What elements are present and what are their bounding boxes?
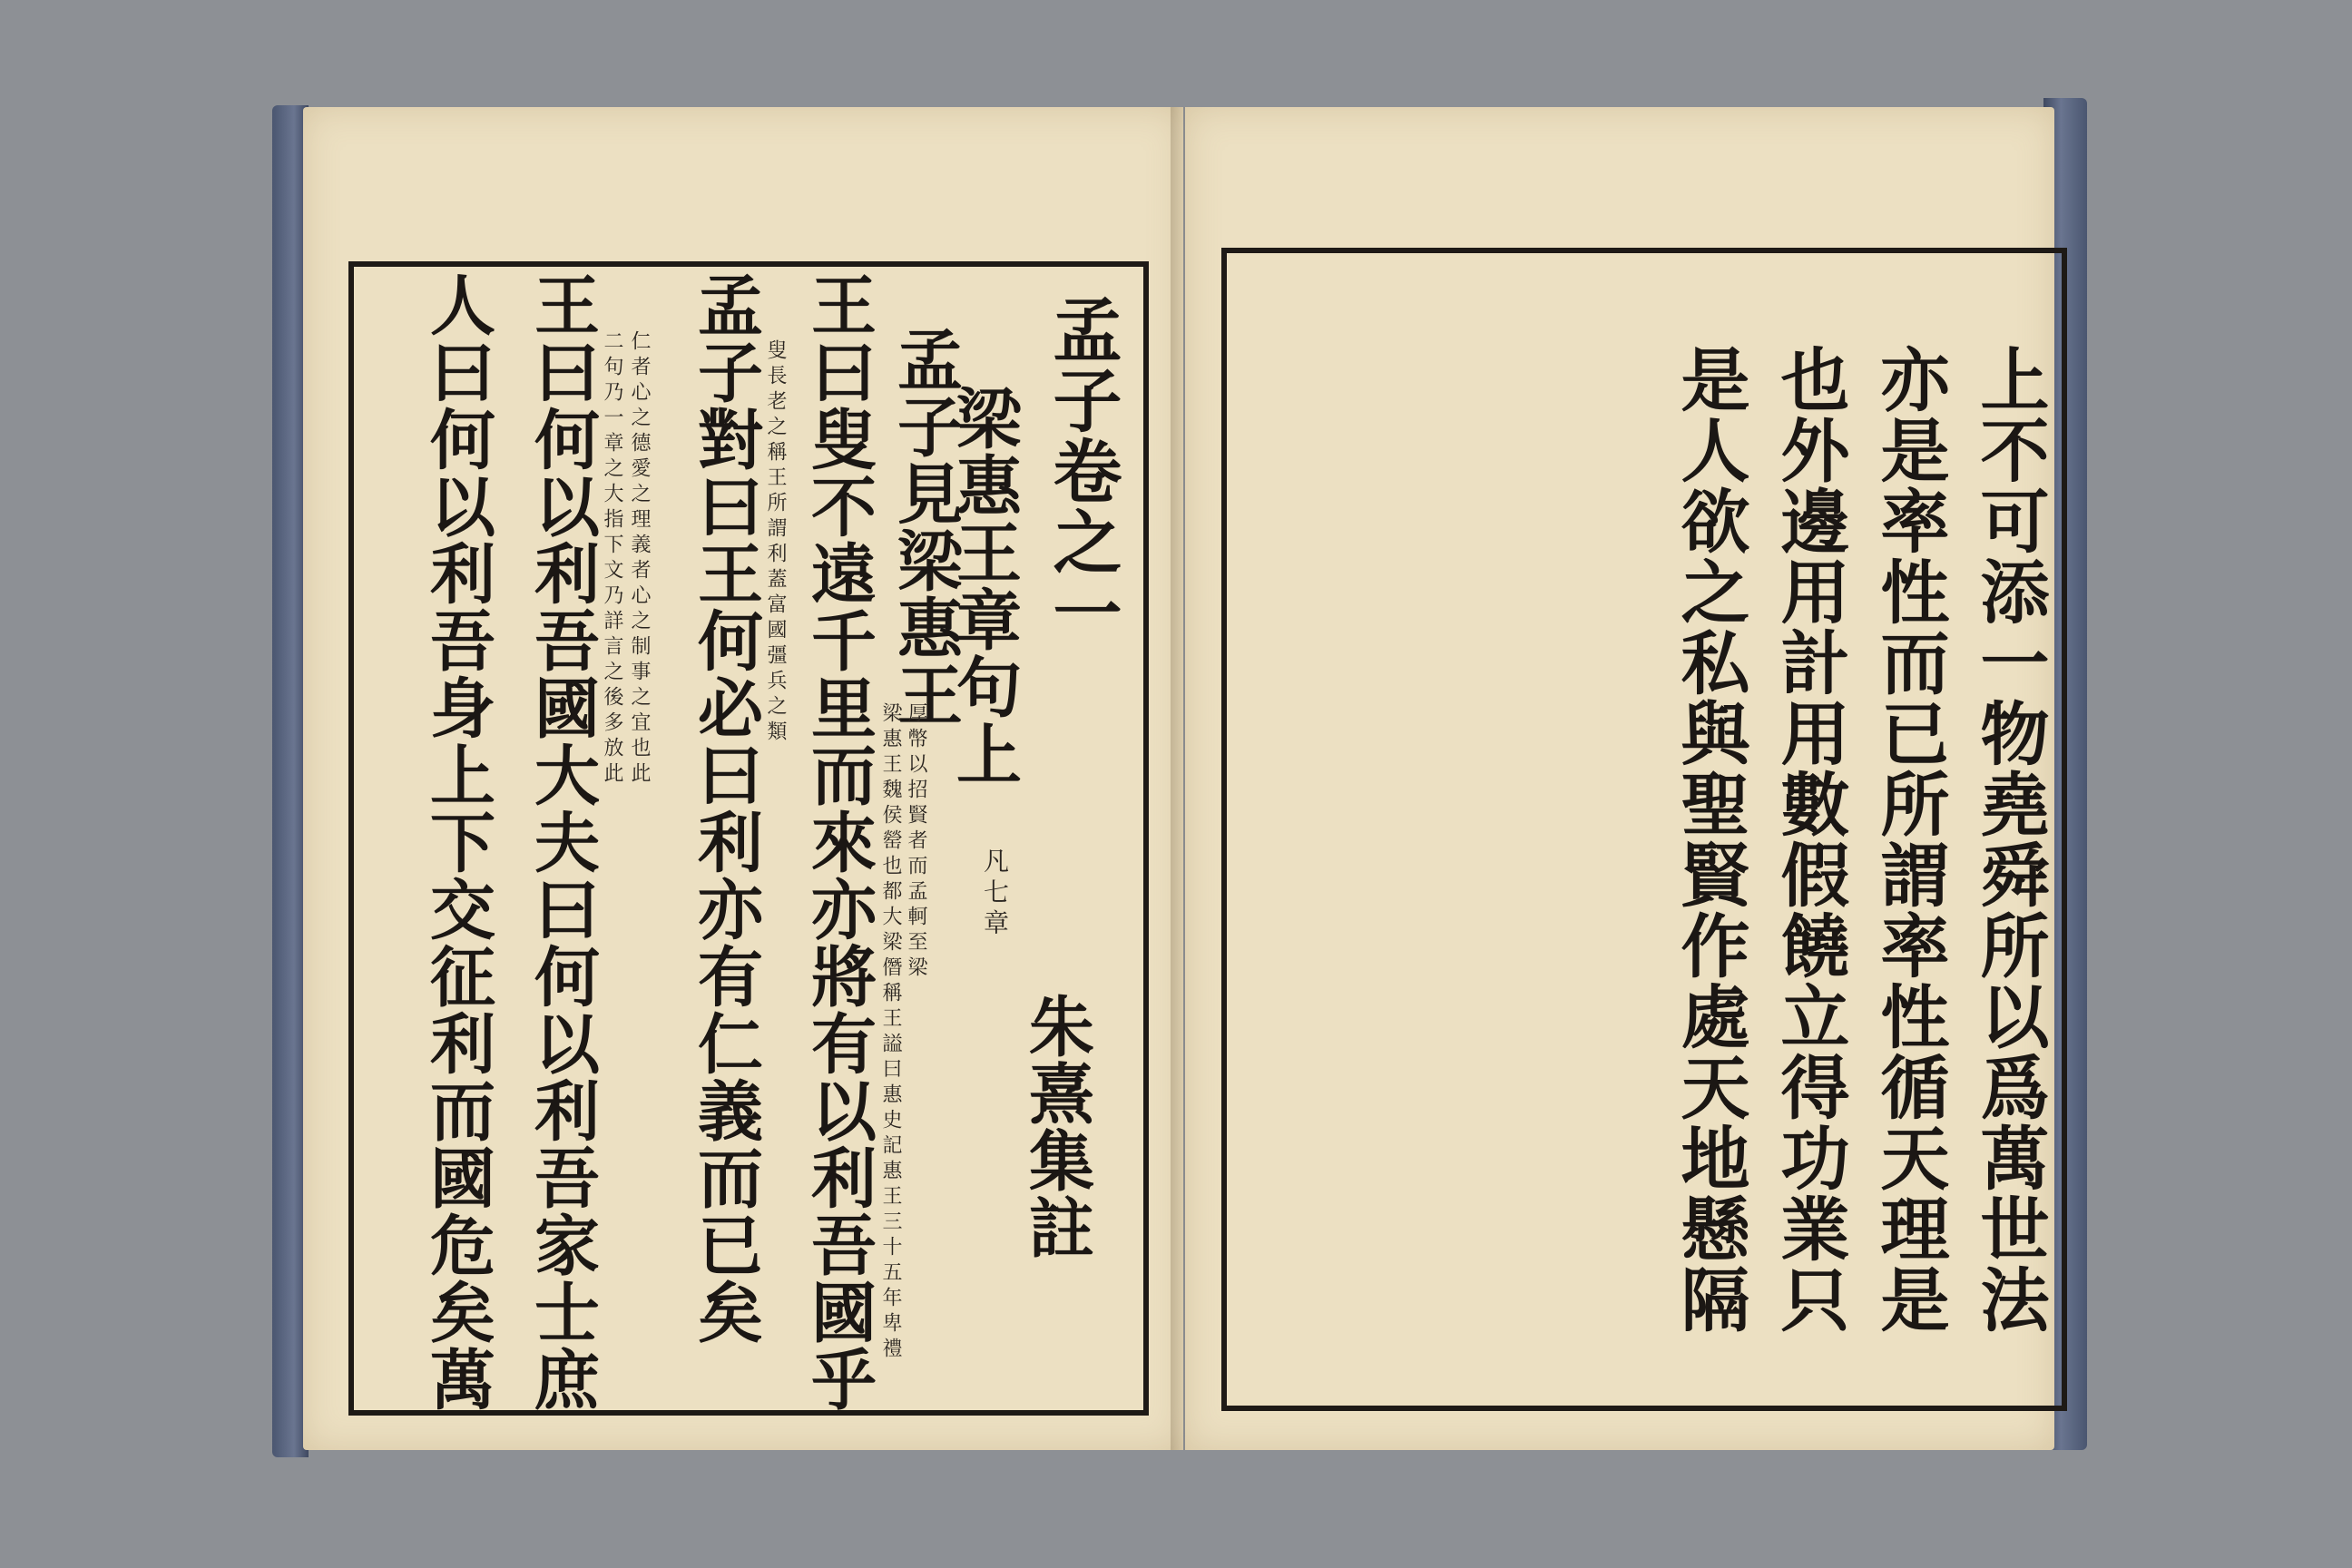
text-column-2: 王曰叟不遠千里而來亦將有以利吾國乎	[800, 271, 877, 1413]
right-text-column-2: 亦是率性而已所謂率性循天理是	[1869, 344, 1950, 1335]
text-column-1: 孟子見梁惠王	[887, 326, 964, 729]
right-text-column-1: 上不可添一物堯舜所以爲萬世法	[1969, 344, 2050, 1335]
author-credit: 朱熹集註	[1018, 993, 1095, 1261]
text-column-3: 孟子對曰王何必曰利亦有仁義而已矣	[687, 271, 764, 1346]
text-column-4: 王曰何以利吾國大夫曰何以利吾家士庶	[524, 271, 601, 1413]
open-book	[272, 98, 2087, 1464]
chapter-heading: 梁惠王章句上	[946, 385, 1023, 788]
commentary-column-4: 仁者心之德愛之理義者心之制事之宜也此	[628, 330, 651, 788]
right-text-column-3: 也外邊用計用數假饒立得功業只	[1769, 344, 1850, 1335]
text-column-5: 人曰何以利吾身上下交征利而國危矣萬	[419, 271, 496, 1413]
commentary-column-5: 二句乃一章之大指下文乃詳言之後多放此	[601, 330, 623, 788]
right-text-column-4: 是人欲之私與聖賢作處天地懸隔	[1670, 344, 1750, 1335]
commentary-column-2: 厚幣以招賢者而孟軻至梁	[905, 702, 927, 982]
chapter-note: 凡七章	[980, 848, 1010, 940]
right-page-frame	[1221, 248, 2067, 1411]
left-page	[303, 107, 1183, 1450]
left-page-frame	[348, 261, 1149, 1416]
volume-title: 孟子卷之一	[1042, 294, 1122, 648]
commentary-column-3: 叟長老之稱王所謂利蓋富國彊兵之類	[764, 339, 787, 746]
right-page	[1185, 107, 2054, 1450]
commentary-column-1: 梁惠王魏侯罃也都大梁僭稱王謚曰惠史記惠王三十五年卑禮	[879, 702, 902, 1363]
